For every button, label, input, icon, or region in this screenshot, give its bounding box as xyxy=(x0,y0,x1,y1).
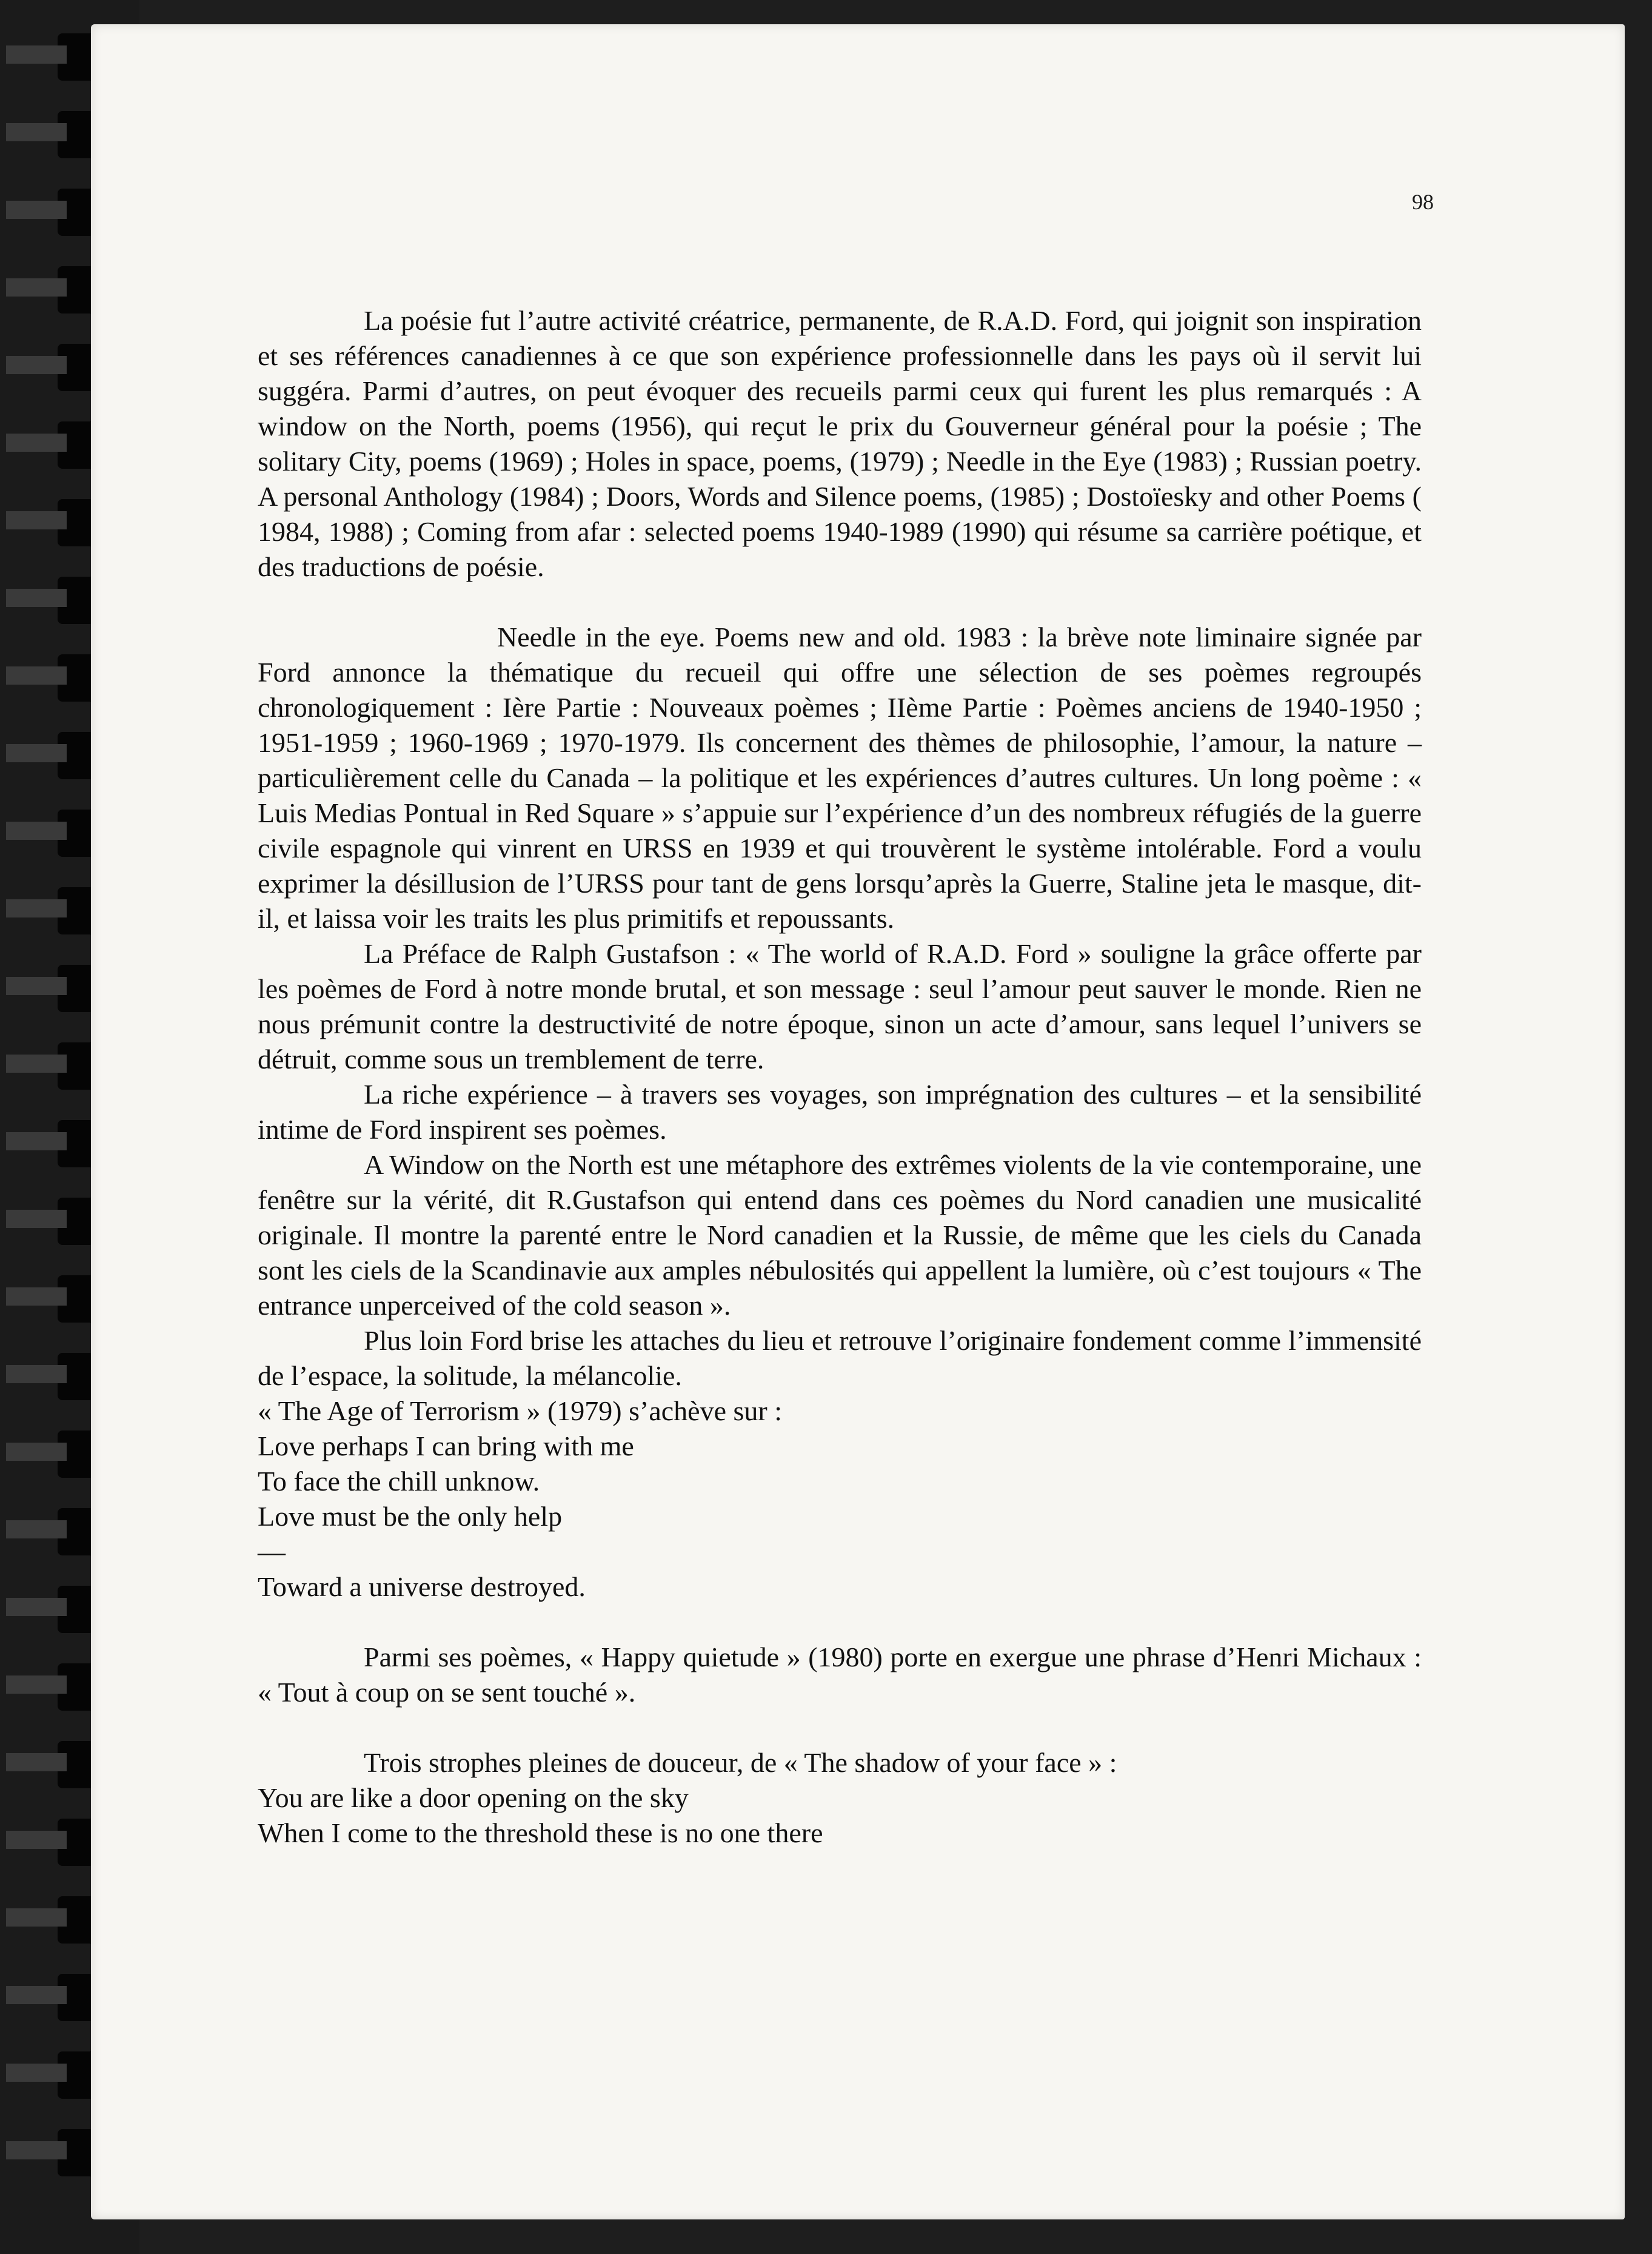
binding-coil xyxy=(6,977,67,995)
binding-coil xyxy=(6,822,67,840)
paragraph-4: La riche expérience – à travers ses voyages, son imprégnation des cultures – et la sensibilité intime de Ford inspirent ses poèmes. xyxy=(258,1079,1422,1145)
binding-coil xyxy=(6,1675,67,1694)
binding-coil xyxy=(6,1132,67,1150)
binding-coil xyxy=(6,2141,67,2159)
binding-coil xyxy=(6,1055,67,1073)
binding-coil xyxy=(6,278,67,297)
binding-coil xyxy=(6,1365,67,1383)
paragraph-7: Parmi ses poèmes, « Happy quietude » (1980) porte en exergue une phrase d’Henri Michaux : « Tout à coup on se sent touché ». xyxy=(258,1642,1422,1708)
poem-line: — xyxy=(258,1536,286,1567)
binding-coil xyxy=(6,1287,67,1306)
binding-coil xyxy=(6,666,67,685)
page-body xyxy=(258,303,1422,1851)
paragraph-5: A Window on the North est une métaphore des extrêmes violents de la vie contemporaine, une fenêtre sur la vérité, dit R.Gustafson qui entend dans ces poèmes du Nord canadien une musicalité originale. Il montre la parenté entre le Nord canadien et la Russie, de même que les ciels du Canada sont les ciels de la Scandinavie aux amples nébulosités qui appellent la lumière, où c’est toujours « The entrance unperceived of the cold season ». xyxy=(258,1149,1422,1321)
paragraph-3: La Préface de Ralph Gustafson : « The world of R.A.D. Ford » souligne la grâce offerte par les poèmes de Ford à notre monde brutal, et son message : seul l’amour peut sauver le monde. Rien ne nous prémunit contre la destructivité de notre époque, sinon un acte d’amour, sans lequel l’univers se détruit, comme sous un tremblement de terre. xyxy=(258,938,1422,1075)
poem-line: Toward a universe destroyed. xyxy=(258,1571,586,1602)
page-number: 98 xyxy=(1412,190,1434,214)
binding-coil xyxy=(6,201,67,219)
paragraph-6: Plus loin Ford brise les attaches du lieu et retrouve l’originaire fondement comme l’immensité de l’espace, la solitude, la mélancolie. xyxy=(258,1325,1422,1391)
binding-coil xyxy=(6,511,67,529)
binding-coil xyxy=(6,1986,67,2004)
binding-coil xyxy=(6,744,67,762)
binding-coil xyxy=(6,1598,67,1616)
binding-coil xyxy=(6,434,67,452)
binding-coil xyxy=(6,1753,67,1771)
binding-coil xyxy=(6,356,67,374)
binding-coil xyxy=(6,589,67,607)
poem-line: Love perhaps I can bring with me xyxy=(258,1431,634,1461)
paragraph-8: Trois strophes pleines de douceur, de « The shadow of your face » : xyxy=(364,1747,1117,1778)
binding-coil xyxy=(6,899,67,917)
poem-intro: « The Age of Terrorism » (1979) s’achève sur : xyxy=(258,1395,783,1426)
binding-coil xyxy=(6,1908,67,1927)
binding-coil xyxy=(6,1831,67,1849)
binding-coil xyxy=(6,123,67,141)
binding-coil xyxy=(6,1520,67,1538)
binding-coil xyxy=(6,2064,67,2082)
binding-coil xyxy=(6,1443,67,1461)
paragraph-1: La poésie fut l’autre activité créatrice, permanente, de R.A.D. Ford, qui joignit son inspiration et ses références canadiennes à ce que son expérience professionnelle dans les pays où il servit lui suggéra. Parmi d’autres, on peut évoquer des recueils parmi ceux qui furent les plus remarqués : A window on the North, poems (1956), qui reçut le prix du Gouverneur général pour la poésie ; The solitary City, poems (1969) ; Holes in space, poems, (1979) ; Needle in the Eye (1983) ; Russian poetry. A personal Anthology (1984) ; Doors, Words and Silence poems, (1985) ; Dostoïesky and other Poems ( 1984, 1988) ; Coming from afar : selected poems 1940-1989 (1990) qui résume sa carrière poétique, et des traductions de poésie. xyxy=(258,305,1422,582)
poem-line: When I come to the threshold these is no one there xyxy=(258,1817,823,1848)
poem-line: Love must be the only help xyxy=(258,1501,563,1532)
binding-coil xyxy=(6,45,67,64)
poem-line: You are like a door opening on the sky xyxy=(258,1782,689,1813)
paragraph-2: Needle in the eye. Poems new and old. 1983 : la brève note liminaire signée par Ford annonce la thématique du recueil qui offre une sélection de ses poèmes regroupés chronologiquement : Ière Partie : Nouveaux poèmes ; IIème Partie : Poèmes anciens de 1940-1950 ; 1951-1959 ; 1960-1969 ; 1970-1979. Ils concernent des thèmes de philosophie, l’amour, la nature – particulièrement celle du Canada – la politique et les expériences d’autres cultures. Un long poème : « Luis Medias Pontual in Red Square » s’appuie sur l’expérience d’un des nombreux réfugiés de la guerre civile espagnole qui vinrent en URSS en 1939 et qui trouvèrent le système intolérable. Ford a voulu exprimer la désillusion de l’URSS pour tant de gens lorsqu’après la Guerre, Staline jeta le masque, dit-il, et laissa voir les traits les plus primitifs et repoussants. xyxy=(258,622,1422,934)
poem-line: To face the chill unknow. xyxy=(258,1466,540,1497)
binding-coil xyxy=(6,1210,67,1228)
